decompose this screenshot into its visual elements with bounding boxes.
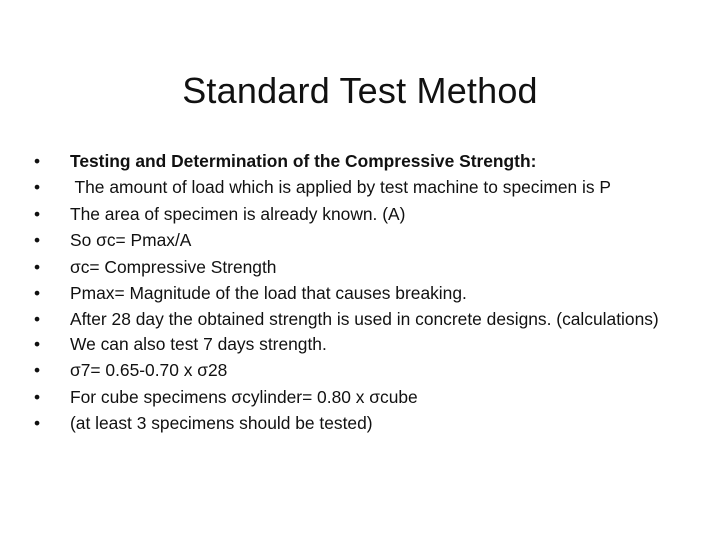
bullet-icon: •: [33, 151, 41, 171]
bullet-icon: •: [33, 203, 41, 224]
bullet-text: We can also test 7 days strength.: [70, 333, 327, 354]
bullet-list: [30, 150, 705, 438]
bullet-text: σc= Compressive Strength: [70, 256, 277, 277]
bullet-item: [30, 150, 705, 172]
bullet-icon: •: [33, 256, 41, 277]
bullet-item: [30, 308, 705, 330]
bullet-text: Testing and Determination of the Compressive Strength:: [70, 151, 537, 171]
bullet-item: [30, 229, 705, 251]
slide-title: Standard Test Method: [182, 70, 538, 111]
bullet-text: σ7= 0.65-0.70 x σ28: [70, 360, 228, 381]
bullet-text: Pmax= Magnitude of the load that causes breaking.: [70, 283, 467, 304]
bullet-item: [30, 333, 705, 355]
bullet-icon: •: [33, 360, 41, 381]
bullet-icon: •: [33, 230, 41, 251]
bullet-icon: •: [33, 386, 41, 407]
bullet-text: The area of specimen is already known. (A): [70, 203, 406, 224]
bullet-item: [30, 256, 705, 278]
bullet-text: The amount of load which is applied by test machine to specimen is P: [70, 177, 612, 198]
bullet-text: (at least 3 specimens should be tested): [70, 413, 373, 434]
bullet-text: So σc= Pmax/A: [70, 230, 192, 251]
bullet-icon: •: [33, 413, 41, 434]
bullet-icon: •: [33, 283, 41, 304]
bullet-item: [30, 359, 705, 381]
bullet-item: [30, 282, 705, 304]
bullet-icon: •: [33, 333, 41, 354]
bullet-item: [30, 412, 705, 434]
bullet-icon: •: [33, 309, 41, 330]
bullet-icon: •: [33, 177, 41, 198]
bullet-text: After 28 day the obtained strength is used in concrete designs. (calculations): [70, 309, 659, 330]
bullet-item: [30, 203, 705, 225]
bullet-item: [30, 386, 705, 408]
bullet-text: For cube specimens σcylinder= 0.80 x σcube: [70, 386, 418, 407]
bullet-item: [30, 176, 705, 198]
